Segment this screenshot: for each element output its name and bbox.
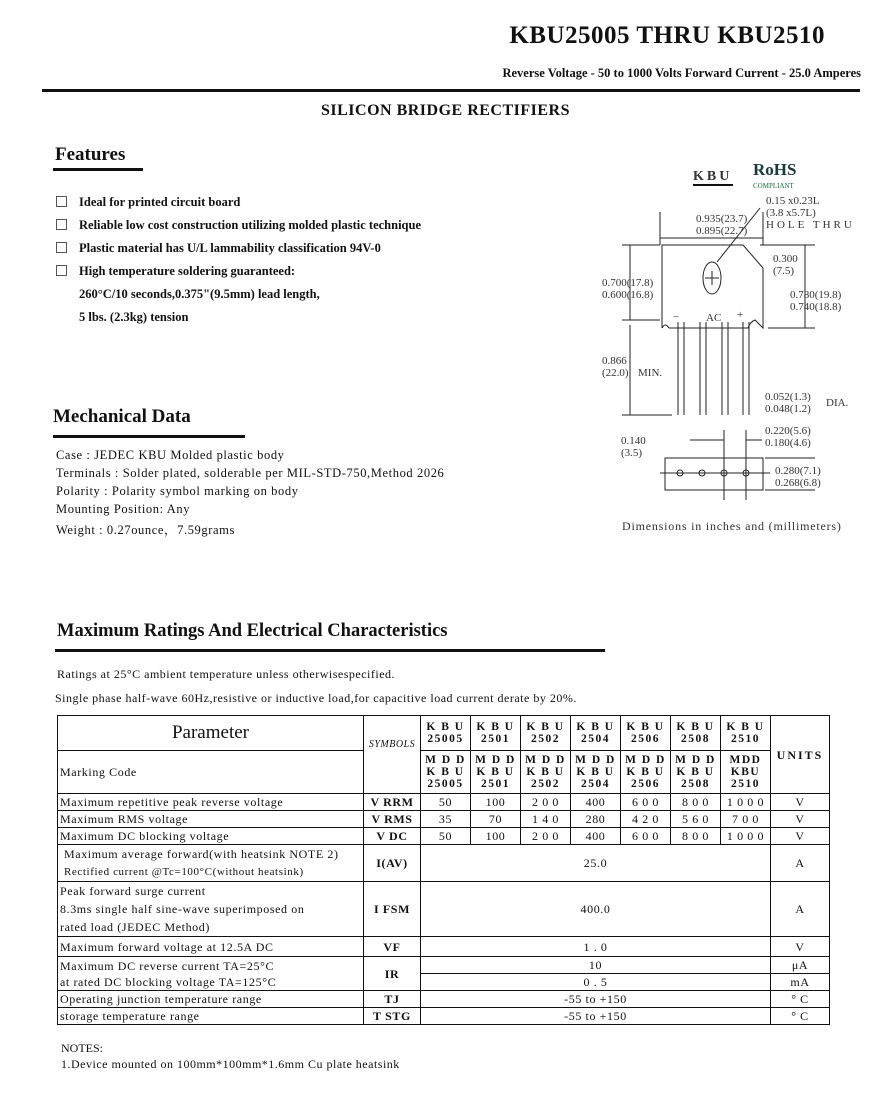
marking-code: M D D K B U 2508 [671, 751, 721, 794]
dim-label: HOLE THRU [766, 219, 855, 231]
dim-label: 0.935(23.7) [696, 213, 748, 225]
model-header: K B U 2504 [571, 716, 621, 751]
package-diagram [600, 150, 880, 540]
marking-row [58, 751, 830, 794]
feature-item: Reliable low cost construction utilizing molded plastic technique [56, 218, 421, 233]
dim-label: 0.052(1.3) [765, 391, 811, 403]
mech-item: Weight : 0.27ounce，7.59grams [56, 523, 235, 537]
doc-heading: SILICON BRIDGE RECTIFIERS [320, 102, 570, 119]
marking-code-label: Marking Code [58, 751, 364, 794]
table-row: storage temperature range T STG -55 to +150 ° C [58, 1008, 830, 1025]
feature-item: High temperature soldering guaranteed: [56, 264, 295, 279]
bullet-box-icon [56, 219, 67, 230]
dim-label: 0.180(4.6) [765, 437, 811, 449]
parameter-header: Parameter [58, 716, 364, 751]
model-header: K B U 25005 [421, 716, 471, 751]
dim-label: 0.300 [773, 253, 798, 265]
table-row: Maximum average forward(with heatsink NOTE 2) Rectified current @Tc=100°C(without heatsink) I(AV) 25.0 A [58, 845, 830, 882]
marking-code: M D D K B U 2506 [621, 751, 671, 794]
model-header: K B U 2502 [521, 716, 571, 751]
dim-label: 0.140 [621, 435, 646, 447]
feature-item: Ideal for printed circuit board [56, 195, 240, 210]
ratings-title: Maximum Ratings And Electrical Characteristics [57, 621, 448, 641]
table-header-row [58, 716, 830, 751]
dim-label: 0.895(22.7) [696, 225, 748, 237]
dim-label: (3.8 x5.7L) [766, 207, 816, 219]
model-header: K B U 2506 [621, 716, 671, 751]
table-row: Maximum DC reverse current TA=25°C at rated DC blocking voltage TA=125°C IR 10 μA [58, 957, 830, 974]
marking-code: M D D K B U 2504 [571, 751, 621, 794]
bullet-box-icon [56, 196, 67, 207]
feature-extra: 5 lbs. (2.3kg) tension [79, 310, 189, 324]
symbols-header: SYMBOLS [364, 716, 421, 794]
mech-item: Terminals : Solder plated, solderable per MIL-STD-750,Method 2026 [56, 466, 445, 480]
ratings-table [57, 715, 830, 1025]
mech-item: Mounting Position: Any [56, 502, 191, 516]
ac-terminal-label: AC [706, 312, 722, 324]
diagram-caption: Dimensions in inches and (millimeters) [622, 519, 842, 533]
marking-code: M D D K B U 2501 [471, 751, 521, 794]
rohs-logo: RoHS [753, 160, 797, 179]
model-header: K B U 2508 [671, 716, 721, 751]
dim-label: (22.0) [602, 367, 629, 379]
dim-label: (7.5) [773, 265, 795, 277]
dim-label: 0.220(5.6) [765, 425, 811, 437]
dim-label: 0.268(6.8) [775, 477, 821, 489]
feature-item: Plastic material has U/L lammability classification 94V-0 [56, 241, 381, 256]
package-label: KBU [693, 169, 733, 184]
marking-code: M D D K B U 25005 [421, 751, 471, 794]
minus-terminal-label: − [673, 311, 680, 323]
dim-label: 0.048(1.2) [765, 403, 811, 415]
feature-extra: 260°C/10 seconds,0.375"(9.5mm) lead length, [79, 287, 320, 301]
table-row: Maximum RMS voltage V RMS 35 70 1 4 0 280 4 2 0 5 6 0 7 0 0 V [58, 811, 830, 828]
dim-label: 0.600(16.8) [602, 289, 654, 301]
notes-title: NOTES: [61, 1041, 103, 1055]
mechanical-rule [53, 435, 245, 438]
table-row: Operating junction temperature range TJ -55 to +150 ° C [58, 991, 830, 1008]
table-row: Peak forward surge current 8.3ms single half sine-wave superimposed on rated load (JEDEC Method) I FSM 400.0 A [58, 882, 830, 937]
dim-label: 0.740(18.8) [790, 301, 842, 313]
marking-code: MDD KBU 2510 [721, 751, 771, 794]
table-row: Maximum forward voltage at 12.5A DC VF 1 . 0 V [58, 937, 830, 957]
bullet-box-icon [56, 265, 67, 276]
units-header: UNITS [771, 716, 830, 794]
model-header: K B U 2501 [471, 716, 521, 751]
table-row: 0 . 5 mA [58, 974, 830, 991]
features-title: Features [55, 144, 126, 165]
rohs-sub: COMPLIANT [753, 182, 794, 190]
dim-label: (3.5) [621, 447, 643, 459]
mechanical-title: Mechanical Data [53, 406, 191, 427]
doc-title: KBU25005 THRU KBU2510 [509, 22, 825, 49]
table-row: Maximum DC blocking voltage V DC 50 100 2 0 0 400 6 0 0 8 0 0 1 0 0 0 V [58, 828, 830, 845]
model-header: K B U 2510 [721, 716, 771, 751]
features-rule [53, 168, 143, 171]
dim-label: 0.280(7.1) [775, 465, 821, 477]
ratings-note: Ratings at 25°C ambient temperature unless otherwisespecified. [57, 667, 396, 681]
mech-item: Case : JEDEC KBU Molded plastic body [56, 448, 285, 462]
doc-subtitle: Reverse Voltage - 50 to 1000 Volts Forward Current - 25.0 Amperes [502, 66, 861, 80]
dim-label: 0.15 x0.23L [766, 195, 820, 207]
header-rule [42, 89, 860, 92]
plus-terminal-label: + [737, 309, 744, 321]
bullet-box-icon [56, 242, 67, 253]
note-1: 1.Device mounted on 100mm*100mm*1.6mm Cu plate heatsink [61, 1057, 400, 1071]
ratings-rule [55, 649, 605, 652]
dim-label: DIA. [826, 397, 849, 409]
ratings-note: Single phase half-wave 60Hz,resistive or inductive load,for capacitive load current derate by 20%. [55, 691, 577, 705]
dim-label: MIN. [638, 367, 663, 379]
dim-label: 0.780(19.8) [790, 289, 842, 301]
dim-label: 0.866 [602, 355, 627, 367]
mech-item: Polarity : Polarity symbol marking on body [56, 484, 299, 498]
dim-label: 0.700(17.8) [602, 277, 654, 289]
table-row: Maximum repetitive peak reverse voltage V RRM 50 100 2 0 0 400 6 0 0 8 0 0 1 0 0 0 V [58, 794, 830, 811]
marking-code: M D D K B U 2502 [521, 751, 571, 794]
